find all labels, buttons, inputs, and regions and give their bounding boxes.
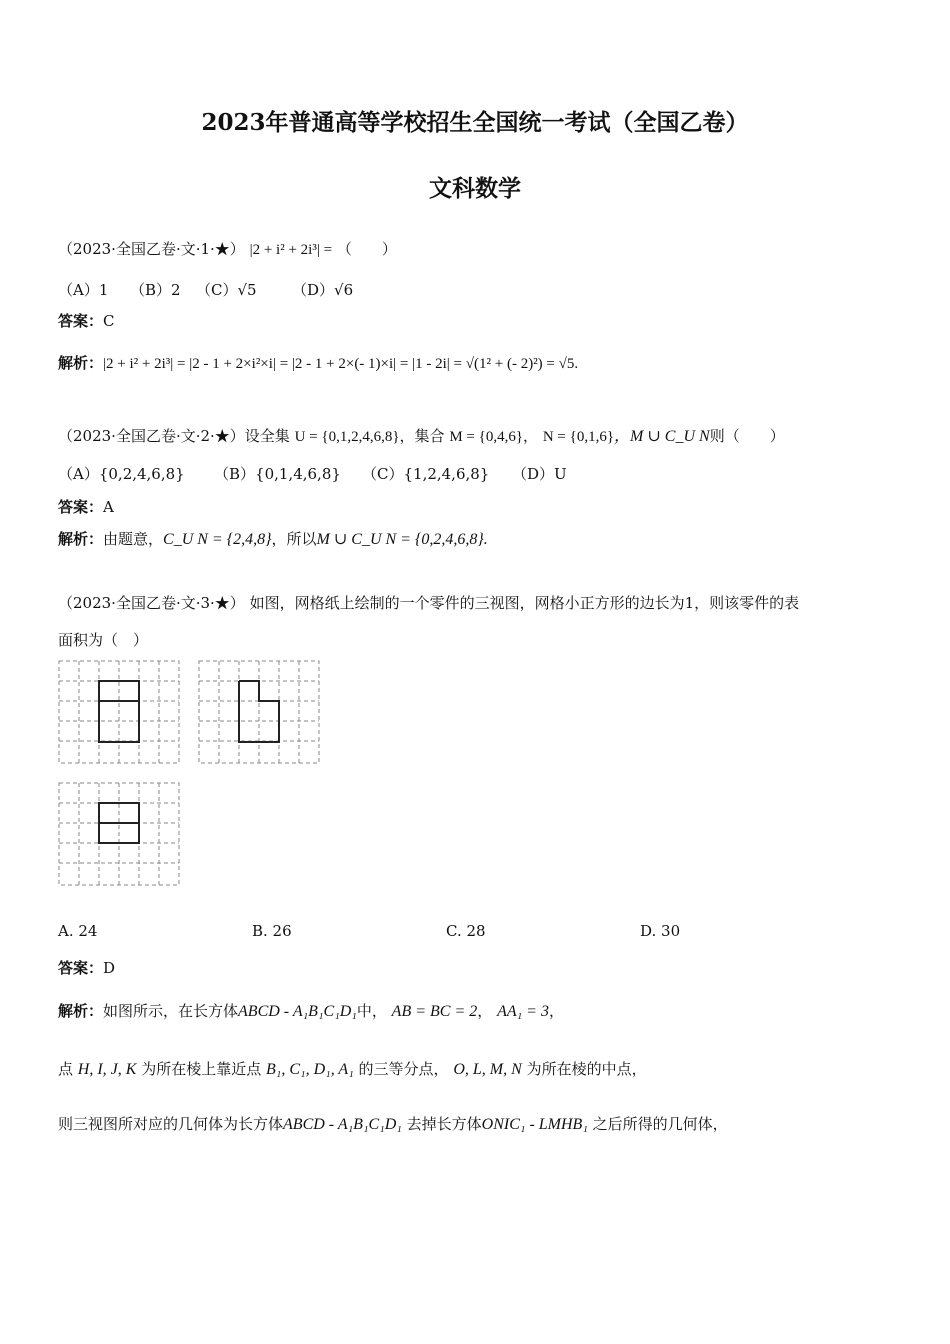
q3-analysis-3b: ABCD - A₁B₁C₁D₁ <box>283 1116 402 1133</box>
q1-answer-value: C <box>103 312 115 330</box>
q2-analysis-d: M ∪ C_U N = {0,2,4,6,8}. <box>316 531 488 548</box>
q3-option-b: B. 26 <box>252 922 292 940</box>
q1-expression: |2 + i² + 2i³| = <box>249 242 333 258</box>
q3-analysis-2g: 为所在棱的中点， <box>526 1060 647 1078</box>
q2-option-a: （A）{0,2,4,6,8} <box>58 465 185 483</box>
q1-analysis-text: |2 + i² + 2i³| = |2 - 1 + 2×i²×i| = |2 - 1 + 2×(- 1)×i| = |1 - 2i| = √(1² + (- 2)²) = √5. <box>103 356 579 372</box>
q2-stem <box>58 423 785 446</box>
q3-analysis-2e: 的三等分点， <box>358 1060 449 1078</box>
q1-answer-label: 答案： <box>58 312 104 330</box>
q2-answer <box>58 496 114 517</box>
q3-text-line1: 如图，网格纸上绘制的一个零件的三视图，网格小正方形的边长为1，则该零件的表 <box>249 594 800 612</box>
q3-analysis-3d: ONIC₁ - LMHB₁ <box>481 1116 588 1133</box>
q2-text-b: ，集合 <box>399 427 445 445</box>
q1-option-a: （A）1 <box>58 281 109 299</box>
q3-analysis-line3 <box>58 1113 728 1134</box>
q2-answer-value: A <box>103 498 114 516</box>
q3-analysis-1c: 中， <box>356 1002 387 1020</box>
q1-analysis-label: 解析： <box>58 354 104 372</box>
q3-stem-line1 <box>58 592 799 613</box>
q3-analysis-3e: 之后所得的几何体， <box>592 1115 728 1133</box>
q3-answer <box>58 957 115 978</box>
q2-analysis-c: ，所以 <box>271 530 317 548</box>
q1-option-b: （B）2 <box>130 281 181 299</box>
q2-analysis <box>58 528 488 549</box>
q3-text-line2: 面积为（ ） <box>58 631 149 649</box>
page-title: 2023年普通高等学校招生全国统一考试（全国乙卷） <box>201 109 749 136</box>
q3-analysis-3a: 则三视图所对应的几何体为长方体 <box>58 1115 284 1133</box>
page-subtitle: 文科数学 <box>429 175 521 202</box>
q3-analysis-2c: 为所在棱上靠近点 <box>141 1060 262 1078</box>
top-view-grid <box>59 783 179 885</box>
q3-analysis-2f: O, L, M, N <box>453 1061 522 1078</box>
side-view-grid <box>199 661 319 763</box>
q3-analysis-1e: ， <box>477 1002 493 1020</box>
top-view-figure <box>58 782 180 886</box>
q3-analysis-line1 <box>58 1000 564 1021</box>
q1-blank: （ ） <box>336 240 397 258</box>
q1-answer <box>58 310 115 331</box>
q1-tag: （2023·全国乙卷·文·1·★） <box>58 240 245 258</box>
q1-option-d: （D）√6 <box>292 281 354 299</box>
q3-option-c: C. 28 <box>446 922 486 940</box>
q3-analysis-2b: H, I, J, K <box>77 1061 137 1078</box>
q3-analysis-2d: B₁, C₁, D₁, A₁ <box>266 1061 354 1078</box>
q3-analysis-1b: ABCD - A₁B₁C₁D₁ <box>238 1003 357 1020</box>
q3-analysis-1a: 如图所示，在长方体 <box>103 1002 239 1020</box>
q2-text-a: 设全集 <box>244 427 290 445</box>
q2-answer-label: 答案： <box>58 498 104 516</box>
q3-analysis-label: 解析： <box>58 1002 104 1020</box>
q3-analysis-3c: 去掉长方体 <box>406 1115 482 1133</box>
q2-sep: ， <box>523 427 539 445</box>
side-view-figure <box>198 660 320 764</box>
front-view-grid <box>59 661 179 763</box>
q2-text-c: 则（ ） <box>709 427 785 445</box>
q1-option-c: （C）√5 <box>196 281 257 299</box>
front-view-figure <box>58 660 180 764</box>
q3-option-a: A. 24 <box>58 922 98 940</box>
q3-answer-value: D <box>103 959 116 977</box>
q2-set-u: U = {0,1,2,4,6,8} <box>294 429 400 445</box>
q3-analysis-1g: ， <box>548 1002 564 1020</box>
q3-analysis-2a: 点 <box>58 1060 74 1078</box>
q3-analysis-1f: AA₁ = 3 <box>497 1003 549 1020</box>
q2-option-d: （D）U <box>512 465 567 483</box>
q2-tag: （2023·全国乙卷·文·2·★） <box>58 427 245 445</box>
q2-set-m: M = {0,4,6} <box>449 429 524 445</box>
q2-analysis-b: C_U N = {2,4,8} <box>163 531 272 548</box>
q3-answer-label: 答案： <box>58 959 104 977</box>
q3-tag: （2023·全国乙卷·文·3·★） <box>58 594 245 612</box>
q2-analysis-label: 解析： <box>58 530 104 548</box>
q3-analysis-line2 <box>58 1058 647 1079</box>
q1-stem <box>58 238 397 259</box>
q2-set-n: N = {0,1,6} <box>542 429 615 445</box>
q2-option-b: （B）{0,1,4,6,8} <box>214 465 341 483</box>
q2-analysis-a: 由题意， <box>103 530 164 548</box>
q2-option-c: （C）{1,2,4,6,8} <box>362 465 490 483</box>
q3-analysis-1d: AB = BC = 2 <box>391 1003 478 1020</box>
q3-option-d: D. 30 <box>640 922 681 940</box>
q2-expression: ，M ∪ C_U N <box>614 428 710 445</box>
top-view-outline <box>99 803 139 843</box>
q1-analysis <box>58 352 578 373</box>
